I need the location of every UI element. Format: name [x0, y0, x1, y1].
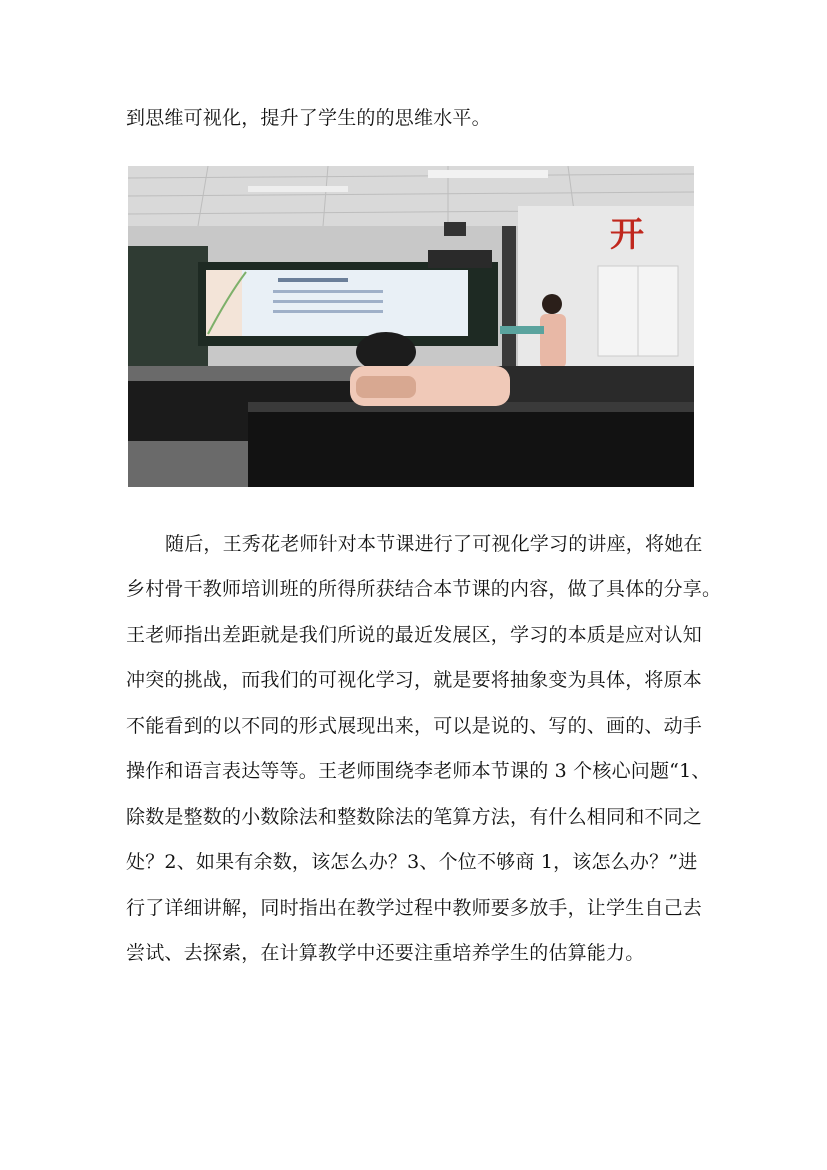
paragraph-line: 行了详细讲解，同时指出在教学过程中教师要多放手，让学生自己去 — [126, 897, 703, 919]
paragraph-line: 操作和语言表达等等。王老师围绕李老师本节课的 3 个核心问题“1、 — [126, 760, 711, 782]
paragraph-line: 乡村骨干教师培训班的所得所获结合本节课的内容，做了具体的分享。 — [126, 578, 722, 600]
wall-sign: 开 — [610, 215, 644, 255]
paragraph-line: 除数是整数的小数除法和整数除法的笔算方法，有什么相同和不同之 — [126, 806, 703, 828]
paragraph-line: 冲突的挑战，而我们的可视化学习，就是要将抽象变为具体，将原本 — [126, 669, 703, 691]
paragraph-line: 不能看到的以不同的形式展现出来，可以是说的、写的、画的、动手 — [126, 715, 703, 737]
top-text-line: 到思维可视化，提升了学生的的思维水平。 — [126, 107, 491, 129]
classroom-photo — [128, 166, 694, 487]
paragraph-line: 王老师指出差距就是我们所说的最近发展区，学习的本质是应对认知 — [126, 624, 703, 646]
paragraph-line: 尝试、去探索，在计算教学中还要注重培养学生的估算能力。 — [126, 942, 645, 964]
paragraph-line: 处？2、如果有余数，该怎么办？3、个位不够商 1，该怎么办？”进 — [126, 851, 698, 873]
paragraph-line: 随后，王秀花老师针对本节课进行了可视化学习的讲座，将她在 — [165, 533, 703, 555]
